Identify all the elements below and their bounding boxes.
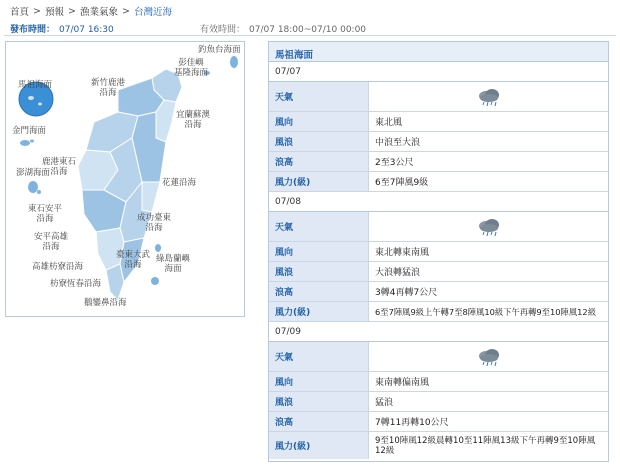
forecast-table: [268, 41, 609, 462]
weather-row: [269, 342, 608, 372]
weather-label: 天氣: [269, 212, 369, 241]
wind-direction-row: [269, 112, 608, 132]
map-label-lukang[interactable]: 鹿港東石 沿海: [42, 157, 77, 177]
penghu-island[interactable]: [37, 190, 41, 194]
day-header: 07/09: [269, 322, 608, 342]
issue-time-value: 07/07 16:30: [59, 25, 114, 35]
breadcrumb-separator: >: [33, 5, 41, 17]
breadcrumb-separator: >: [121, 5, 130, 17]
wind-direction-value: 東南轉偏南風: [375, 378, 430, 388]
wind-force-row: [269, 302, 608, 322]
map-label-taitung[interactable]: 臺東大武 沿海: [116, 250, 151, 270]
wave-value: 猛浪: [375, 398, 394, 408]
breadcrumb-fishery-weather[interactable]: 漁業氣象: [79, 7, 118, 18]
wave-row: [269, 392, 608, 412]
wave-label: 風浪: [269, 262, 369, 281]
wind-direction-label: 風向: [269, 372, 369, 391]
matsu-island: [28, 96, 34, 100]
map-label-pengjia[interactable]: 彭佳嶼 基隆海面: [174, 58, 209, 78]
issue-time-label: 發布時間：: [10, 25, 56, 35]
map-label-penghu[interactable]: 澎湖海面: [16, 168, 51, 178]
day-header: 07/08: [269, 192, 608, 212]
wind-force-value: 6至7陣風9級上午轉7至8陣風10級下午再轉9至10陣風12級: [375, 306, 596, 317]
breadcrumb-taiwan-coastal[interactable]: 台灣近海: [133, 7, 172, 18]
wave-height-row: [269, 282, 608, 302]
wind-force-label: 風力(級): [269, 302, 369, 321]
valid-time-value: 07/07 18:00~07/10 00:00: [249, 25, 367, 35]
map-label-matsu[interactable]: 馬祖海面: [18, 80, 53, 90]
breadcrumb-forecast[interactable]: 預報: [44, 7, 64, 18]
breadcrumb: [10, 4, 172, 18]
cloud-rain-icon: [476, 87, 502, 107]
weather-value: [369, 212, 608, 241]
weather-row: [269, 212, 608, 242]
wave-height-value: 3轉4再轉7公尺: [375, 288, 438, 298]
wave-label: 風浪: [269, 132, 369, 151]
map-label-lyudao[interactable]: 綠島蘭嶼 海面: [156, 254, 191, 274]
wave-row: [269, 132, 608, 152]
coastal-map: [5, 41, 245, 317]
map-label-chenggong[interactable]: 成功臺東 沿海: [137, 213, 172, 233]
wind-direction-label: 風向: [269, 242, 369, 261]
map-label-fangliao[interactable]: 枋寮恆春沿海: [50, 279, 102, 289]
wave-row: [269, 262, 608, 282]
wave-height-label: 浪高: [269, 412, 369, 431]
breadcrumb-separator: >: [68, 5, 76, 17]
wind-direction-row: [269, 242, 608, 262]
valid-time-label: 有效時間：: [200, 25, 246, 35]
wind-direction-row: [269, 372, 608, 392]
wind-force-value: 6至7陣風9級: [375, 178, 429, 188]
breadcrumb-home[interactable]: 首頁: [10, 7, 30, 18]
wave-height-label: 浪高: [269, 282, 369, 301]
map-label-kinmen[interactable]: 金門海面: [12, 126, 47, 136]
map-label-hualien[interactable]: 花蓮沿海: [162, 178, 197, 188]
wind-direction-value: 東北風: [375, 118, 403, 128]
area-title: 馬祖海面: [269, 42, 608, 62]
weather-row: [269, 82, 608, 112]
diaoyutai-island[interactable]: [230, 56, 238, 68]
map-label-yilan[interactable]: 宜蘭蘇澳 沿海: [176, 110, 211, 130]
issue-time: [10, 22, 114, 35]
weather-label: 天氣: [269, 82, 369, 111]
wave-height-row: [269, 412, 608, 432]
cloud-rain-icon: [476, 347, 502, 367]
map-label-eluanbi[interactable]: 鵝鑾鼻沿海: [84, 298, 127, 308]
kinmen-island[interactable]: [30, 140, 34, 143]
weather-value: [369, 82, 608, 111]
wind-direction-label: 風向: [269, 112, 369, 131]
wave-label: 風浪: [269, 392, 369, 411]
wind-force-value: 9至10陣風12級晨轉10至11陣風13級下午再轉9至10陣風12級: [375, 435, 596, 456]
green-island[interactable]: [155, 244, 161, 252]
wind-force-label: 風力(級): [269, 432, 369, 459]
matsu-island: [38, 103, 42, 106]
wind-direction-value: 東北轉東南風: [375, 248, 430, 258]
wind-force-label: 風力(級): [269, 172, 369, 191]
wave-value: 中浪至大浪: [375, 138, 421, 148]
map-label-diaoyutai[interactable]: 釣魚台海面: [198, 45, 241, 55]
valid-time: [200, 22, 366, 35]
penghu-island[interactable]: [28, 181, 38, 193]
cloud-rain-icon: [476, 217, 502, 237]
map-label-anping[interactable]: 安平高雄 沿海: [34, 232, 69, 252]
map-label-hsinchu[interactable]: 新竹鹿港 沿海: [91, 78, 126, 98]
wind-force-row: [269, 432, 608, 459]
day-header: 07/07: [269, 62, 608, 82]
wave-value: 大浪轉猛浪: [375, 268, 421, 278]
time-bar: [4, 18, 616, 36]
wind-force-row: [269, 172, 608, 192]
map-label-kaohsiung[interactable]: 高雄枋寮沿海: [32, 262, 84, 272]
weather-value: [369, 342, 608, 371]
weather-label: 天氣: [269, 342, 369, 371]
wave-height-row: [269, 152, 608, 172]
wave-height-value: 2至3公尺: [375, 158, 414, 168]
wave-height-value: 7轉11再轉10公尺: [375, 418, 449, 428]
orchid-island[interactable]: [151, 277, 159, 285]
wave-height-label: 浪高: [269, 152, 369, 171]
kinmen-island[interactable]: [20, 140, 30, 146]
map-label-dongshi[interactable]: 東石安平 沿海: [28, 204, 63, 224]
